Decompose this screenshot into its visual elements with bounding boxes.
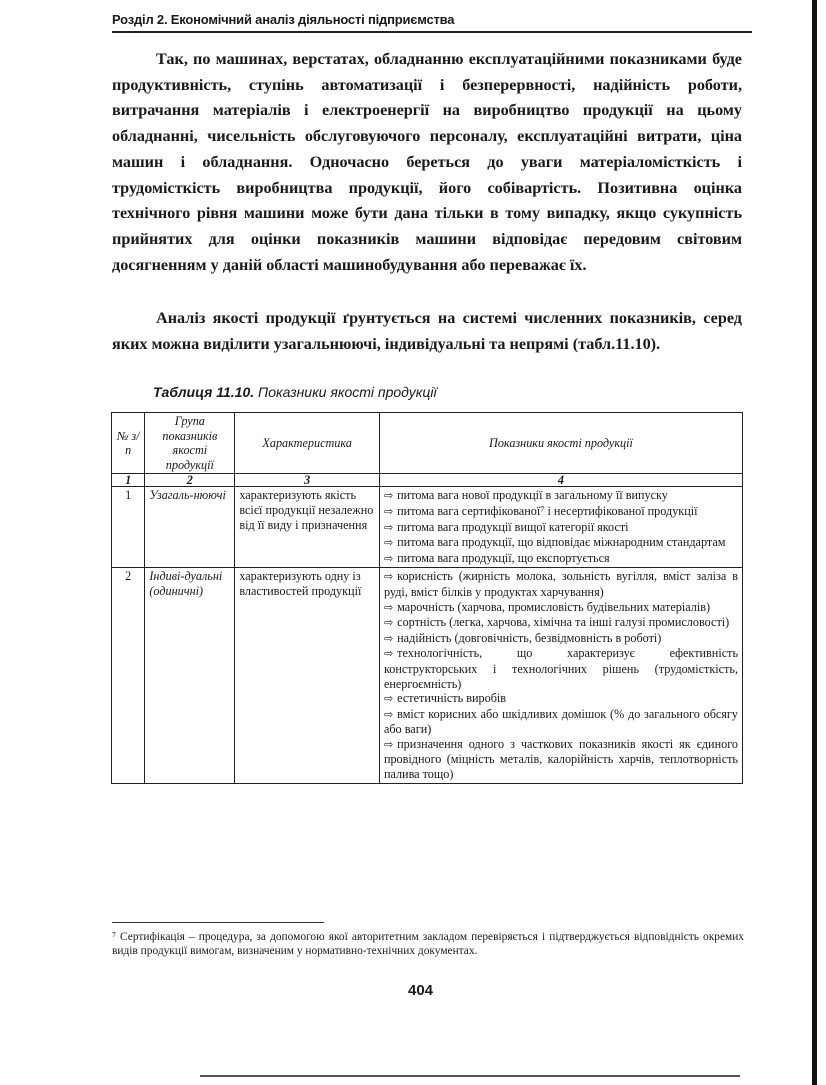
arrow-right-icon: ⇨ — [383, 600, 394, 614]
header-indicators: Показники якості продукції — [379, 413, 742, 474]
row-number: 1 — [112, 487, 145, 568]
group-name: Узагаль-нюючі — [145, 487, 235, 568]
indicator-text: питома вага продукції, що експортується — [397, 550, 610, 565]
column-number: 4 — [379, 474, 742, 487]
bottom-rule — [200, 1075, 740, 1077]
header-rule — [112, 31, 752, 33]
header-characteristic: Характеристика — [235, 413, 380, 474]
indicator-item — [384, 535, 738, 551]
indicator-item — [384, 615, 738, 631]
indicator-item — [384, 600, 738, 616]
indicator-text: питома вага сертифікованої⁷ і несертифікованої продукції — [397, 503, 698, 518]
indicator-text: естетичність виробів — [397, 691, 507, 706]
footnote: ⁷ Сертифікація – процедура, за допомогою якої авторитетним закладом перевіряється і підтверджується відповідність окремих видів продукції вимогам, визначеним у нормативно-технічних документах. — [112, 931, 744, 957]
indicator-item — [384, 569, 738, 599]
arrow-right-icon: ⇨ — [383, 504, 394, 518]
indicator-text: питома вага нової продукції в загальному її випуску — [397, 488, 668, 503]
indicator-text: корисність (жирність молока, зольність вугілля, вміст заліза в руді, вміст білків у продуктах харчування) — [383, 569, 738, 599]
arrow-right-icon: ⇨ — [383, 647, 394, 661]
arrow-right-icon: ⇨ — [383, 520, 394, 534]
paragraph-2: Аналіз якості продукції ґрунтується на системі численних показників, серед яких можна виділити узагальнюючі, індивідуальні та непрямі (табл.11.10). — [112, 309, 742, 353]
indicator-item — [384, 504, 738, 520]
column-number: 3 — [235, 474, 380, 487]
characteristic: характеризують одну із властивостей продукції — [235, 568, 380, 783]
paragraph-1: Так, по машинах, верстатах, обладнанню експлуатаційними показниками буде продуктивність, ступінь автоматизації і безперервності, надійність роботи, витрачання матеріалів і електроенергії на виробництво продукції на цьому обладнанні, чисельність обслуговуючого персоналу, експлуатаційні витрати, ціна машин і обладнання. Одночасно береться до уваги матеріаломісткість і трудомісткість виробництва продукції, його собівартість. Позитивна оцінка технічного рівня машини може бути дана тільки в тому випадку, якщо сукупність прийнятих для оцінки показників машини відповідає передовим світовим досягненням у даній області машинобудування або переважає їх. — [112, 50, 742, 274]
footnote-rule — [112, 922, 324, 923]
arrow-right-icon: ⇨ — [383, 616, 394, 630]
table-caption — [153, 384, 437, 400]
indicator-text: сортність (легка, харчова, хімічна та інші галузі промисловості) — [397, 615, 730, 630]
characteristic: характеризують якість всієї продукції незалежно від її виду і призначення — [235, 487, 380, 568]
indicator-list — [379, 487, 742, 568]
row-number: 2 — [112, 568, 145, 783]
quality-indicators-table — [111, 412, 743, 784]
indicator-text: питома вага продукції, що відповідає міжнародним стандартам — [397, 535, 726, 550]
group-name: Індиві-дуальні (одиничні) — [145, 568, 235, 783]
indicator-text: питома вага продукції вищої категорії якості — [397, 519, 629, 534]
arrow-right-icon: ⇨ — [383, 489, 394, 503]
header-no: № з/п — [112, 413, 145, 474]
arrow-right-icon: ⇨ — [383, 536, 394, 550]
indicator-text: вміст корисних або шкідливих домішок (% до загального обсягу або ваги) — [383, 706, 738, 737]
running-header: Розділ 2. Економічний аналіз діяльності підприємства — [112, 12, 455, 27]
arrow-right-icon: ⇨ — [383, 707, 394, 721]
indicator-item — [384, 646, 738, 691]
arrow-right-icon: ⇨ — [383, 570, 394, 584]
table-caption-title: Показники якості продукції — [258, 384, 437, 400]
indicator-list — [379, 568, 742, 783]
indicator-text: технологічність, що характеризує ефективність конструкторських і технологічних рішень (трудомісткість, енергоємність) — [383, 646, 738, 691]
indicator-text: призначення одного з часткових показників якості як єдиного провідного (міцність металів, калорійність харчів, теплотворність палива тощо) — [383, 736, 738, 782]
column-number: 2 — [145, 474, 235, 487]
indicator-text: надійність (довговічність, безвідмовність в роботі) — [397, 630, 662, 645]
arrow-right-icon: ⇨ — [383, 631, 394, 645]
indicator-text: марочність (харчова, промисловість будівельних матеріалів) — [397, 599, 711, 614]
arrow-right-icon: ⇨ — [383, 551, 394, 565]
indicator-item — [384, 691, 738, 707]
table-row — [112, 487, 743, 568]
table-row — [112, 568, 743, 783]
column-number: 1 — [112, 474, 145, 487]
indicator-item — [384, 737, 738, 782]
arrow-right-icon: ⇨ — [383, 737, 394, 751]
indicator-item — [384, 488, 738, 504]
page-edge-shadow — [812, 0, 817, 1085]
arrow-right-icon: ⇨ — [383, 692, 394, 706]
indicator-item — [384, 520, 738, 536]
table-caption-label: Таблиця 11.10. — [153, 384, 255, 400]
indicator-item — [384, 707, 738, 737]
page-number: 404 — [408, 982, 434, 999]
column-number-row — [112, 474, 743, 487]
header-group: Група показників якості продукції — [145, 413, 235, 474]
indicator-item — [384, 551, 738, 567]
indicator-item — [384, 631, 738, 647]
